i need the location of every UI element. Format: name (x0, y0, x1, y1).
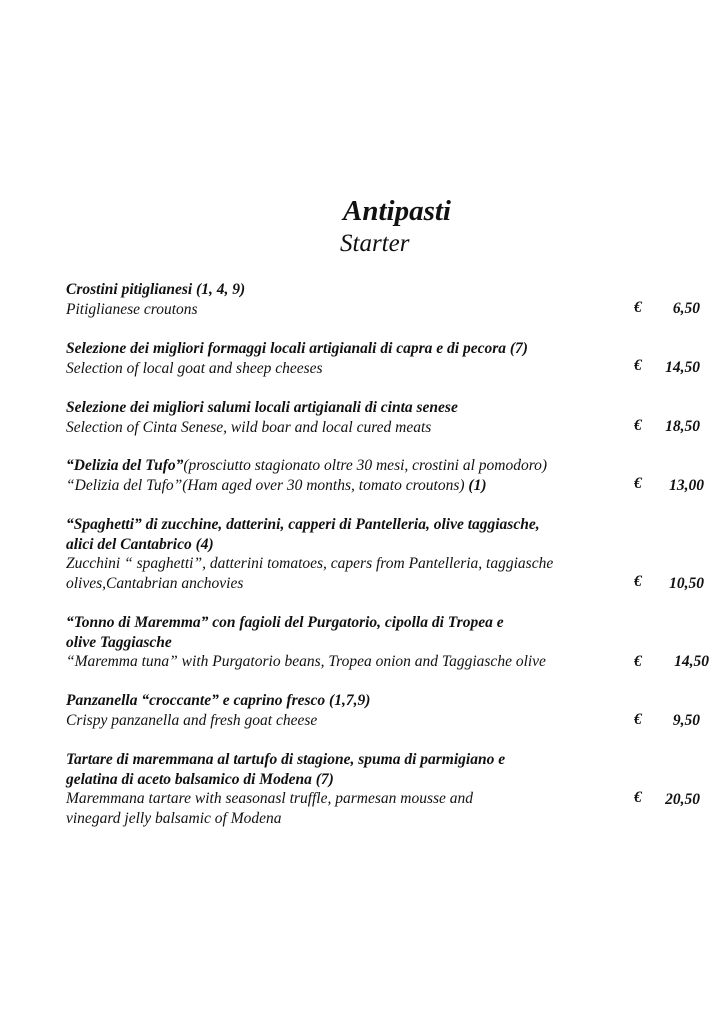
menu-item (66, 456, 706, 495)
currency-symbol: € (634, 711, 642, 728)
item-name-english: olives,Cantabrian anchovies (66, 574, 244, 592)
page-title: Antipasti (343, 195, 451, 227)
item-name-english: Crispy panzanella and fresh goat cheese (66, 711, 318, 729)
item-name-italian: Selezione dei migliori salumi locali artigianali di cinta senese (66, 399, 458, 416)
item-name-bold: “Delizia del Tufo” (66, 457, 184, 474)
menu-item (66, 515, 706, 593)
item-price: 18,50 (665, 418, 700, 435)
item-name-italian: “Tonno di Maremma” con fagioli del Purgatorio, cipolla di Tropea e (66, 614, 504, 631)
currency-symbol: € (634, 357, 642, 374)
item-name-italian: gelatina di aceto balsamico di Modena (7) (66, 770, 334, 788)
page-subtitle: Starter (340, 230, 410, 257)
item-name-italian: Selezione dei migliori formaggi locali artigianali di capra e di pecora (7) (66, 340, 528, 357)
currency-symbol: € (634, 299, 642, 316)
menu-item (66, 613, 706, 672)
item-name-italian: olive Taggiasche (66, 633, 172, 651)
currency-symbol: € (634, 475, 642, 492)
item-name-english (66, 476, 706, 496)
item-name-italian: Tartare di maremmana al tartufo di stagione, spuma di parmigiano e (66, 751, 506, 768)
item-name-italian: Panzanella “croccante” e caprino fresco (1,7,9) (66, 692, 371, 709)
currency-symbol: € (634, 653, 642, 670)
item-name-english: Zucchini “ spaghetti”, datterini tomatoes, capers from Pantelleria, taggiasche (66, 555, 554, 572)
item-name-italian (66, 456, 706, 476)
item-name-italian: “Spaghetti” di zucchine, datterini, capperi di Pantelleria, olive taggiasche, (66, 516, 540, 533)
menu-item (66, 398, 706, 437)
allergen-ref: (1) (468, 476, 487, 494)
currency-symbol: € (634, 789, 642, 806)
item-price: 10,50 (669, 575, 704, 592)
item-price: 20,50 (665, 791, 700, 808)
menu-item (66, 339, 706, 378)
item-name-english: Selection of local goat and sheep cheeses (66, 359, 323, 377)
item-price: 6,50 (672, 300, 700, 317)
item-price: 14,50 (665, 359, 700, 376)
menu-item (66, 750, 706, 828)
item-name-english: vinegard jelly balsamic of Modena (66, 809, 282, 827)
menu-item (66, 691, 706, 730)
item-name-italian: alici del Cantabrico (4) (66, 535, 214, 553)
item-price: 9,50 (672, 712, 700, 729)
item-english-text: “Delizia del Tufo”(Ham aged over 30 months, tomato croutons) (66, 476, 469, 494)
item-name-english: Pitiglianese croutons (66, 300, 198, 318)
currency-symbol: € (634, 573, 642, 590)
item-price: 13,00 (669, 477, 704, 494)
item-name-english: Selection of Cinta Senese, wild boar and local cured meats (66, 418, 432, 436)
item-name-english: “Maremma tuna” with Purgatorio beans, Tropea onion and Taggiasche olive (66, 653, 546, 670)
item-price: 14,50 (674, 653, 709, 670)
item-name-italian: Crostini pitiglianesi (1, 4, 9) (66, 281, 246, 298)
currency-symbol: € (634, 417, 642, 434)
item-name-english: Maremmana tartare with seasonasl truffle, parmesan mousse and (66, 790, 474, 807)
menu-item (66, 280, 706, 319)
item-description: (prosciutto stagionato oltre 30 mesi, crostini al pomodoro) (183, 457, 548, 474)
